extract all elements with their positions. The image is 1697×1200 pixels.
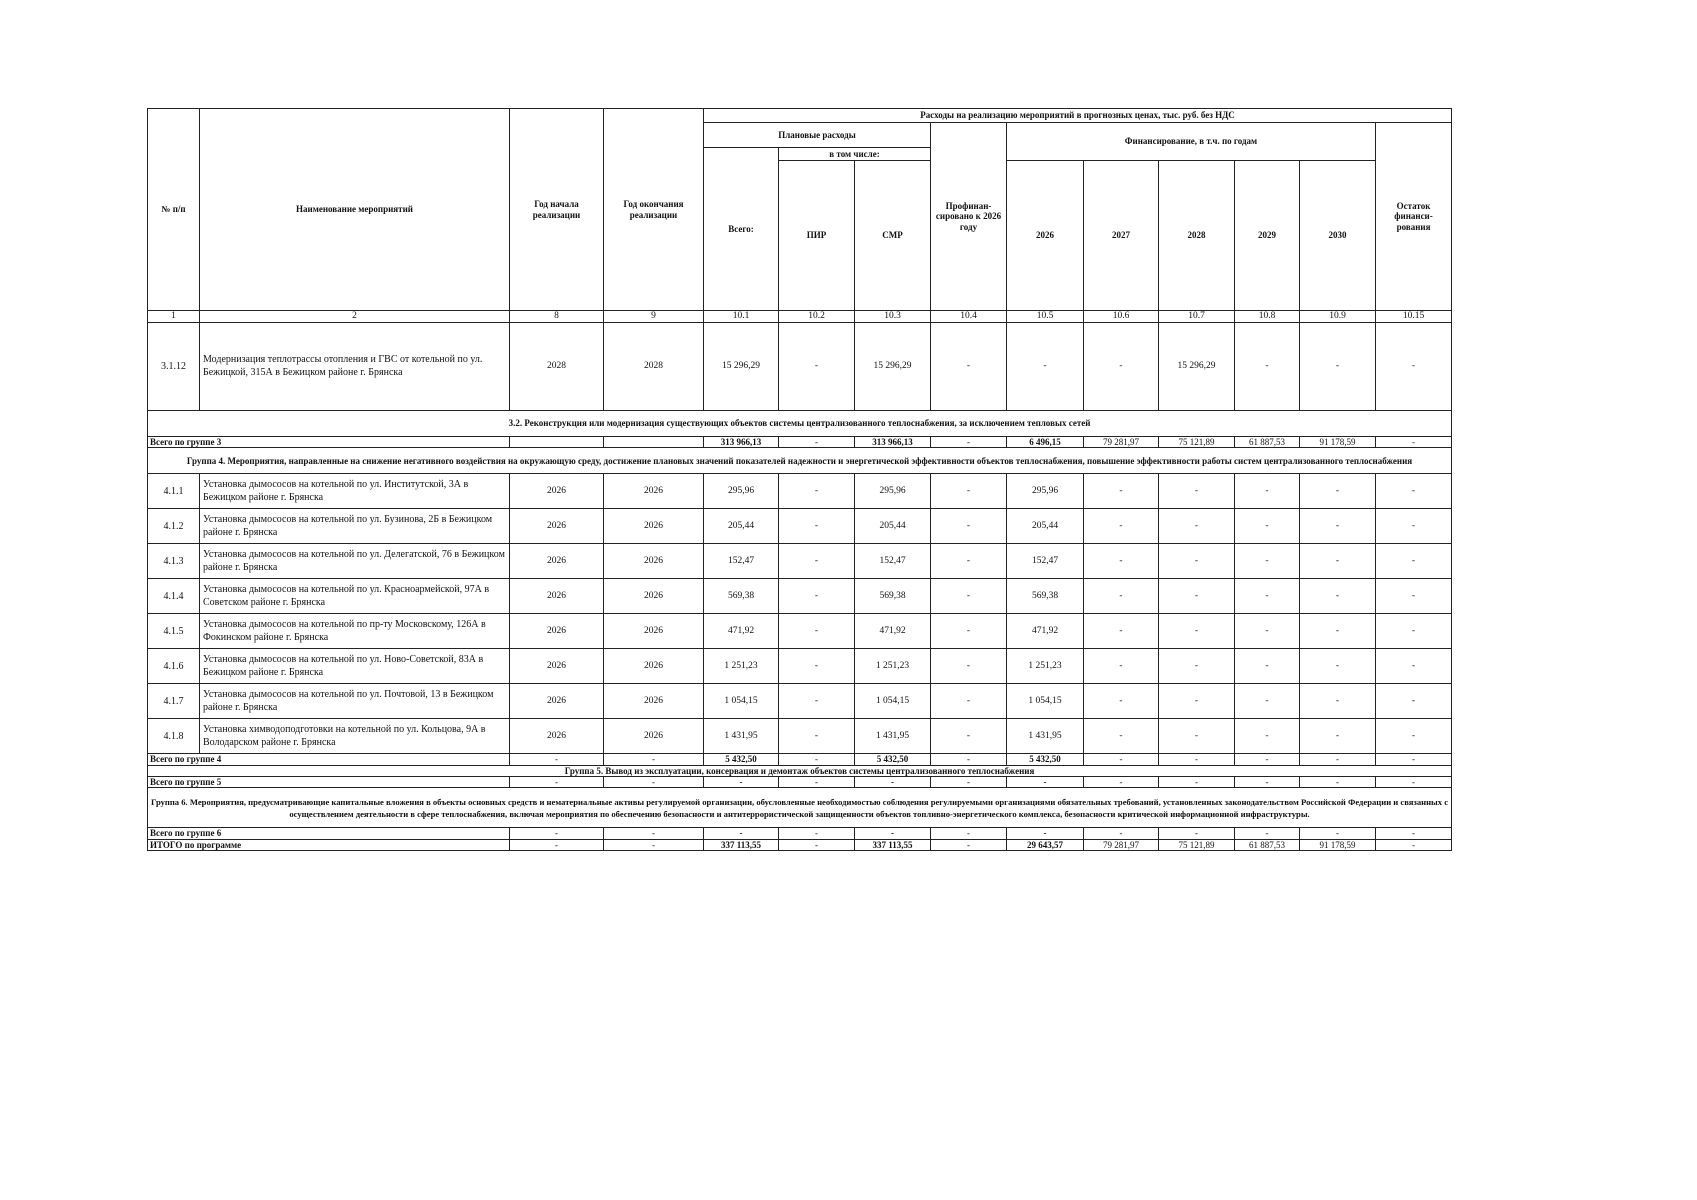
column-index-2026: 10.5	[1007, 311, 1084, 323]
cell-prefinanced: -	[931, 509, 1007, 544]
cell-2030: -	[1300, 579, 1376, 614]
cell-pir: -	[779, 436, 855, 447]
cell-2028: 75 121,89	[1159, 436, 1235, 447]
cell-no: 3.1.12	[148, 322, 200, 410]
cell-remainder: -	[1376, 684, 1452, 719]
cell-no: 4.1.5	[148, 614, 200, 649]
cell-prefinanced: -	[931, 649, 1007, 684]
total-group-3-row	[148, 436, 1452, 447]
cell-prefinanced: -	[931, 544, 1007, 579]
cell-2029: -	[1235, 579, 1300, 614]
cell-smr: 295,96	[855, 474, 931, 509]
cell-remainder: -	[1376, 436, 1452, 447]
cell-2029: 61 887,53	[1235, 436, 1300, 447]
cell-remainder: -	[1376, 754, 1452, 765]
cell-remainder: -	[1376, 839, 1452, 850]
cell-smr: 569,38	[855, 579, 931, 614]
cell-prefinanced: -	[931, 579, 1007, 614]
cell-2026: 1 431,95	[1007, 719, 1084, 754]
cell-2026: -	[1007, 776, 1084, 787]
cell-2026: 1 054,15	[1007, 684, 1084, 719]
table-row	[148, 719, 1452, 754]
table-row	[148, 509, 1452, 544]
cell-total: -	[704, 776, 779, 787]
cell-remainder: -	[1376, 614, 1452, 649]
cell-remainder: -	[1376, 719, 1452, 754]
cell-year-start: 2026	[510, 719, 604, 754]
cell-name: Установка химводоподготовки на котельной по ул. Кольцова, 9А в Володарском районе г. Брянска	[200, 719, 510, 754]
total-group-6-row	[148, 828, 1452, 839]
header-expenses-title: Расходы на реализацию мероприятий в прогнозных ценах, тыс. руб. без НДС	[704, 109, 1452, 123]
cell-2027: -	[1084, 776, 1159, 787]
cell-name: Модернизация теплотрассы отопления и ГВС от котельной по ул. Бежицкой, 315А в Бежицком районе г. Брянска	[200, 322, 510, 410]
investment-program-table	[147, 108, 1452, 851]
total-label: ИТОГО по программе	[148, 839, 510, 850]
cell-2030: -	[1300, 509, 1376, 544]
header-including: в том числе:	[779, 148, 931, 161]
cell-year-start: 2026	[510, 474, 604, 509]
cell-2026: -	[1007, 322, 1084, 410]
cell-2029: -	[1235, 474, 1300, 509]
cell-prefinanced: -	[931, 322, 1007, 410]
cell-year-end: 2026	[604, 509, 704, 544]
cell-pir: -	[779, 839, 855, 850]
cell-name: Установка дымососов на котельной по пр-ту Московскому, 126А в Фокинском районе г. Брянска	[200, 614, 510, 649]
header-financing: Финансирование, в т.ч. по годам	[1007, 123, 1376, 161]
cell-year-start: -	[510, 828, 604, 839]
section-3-2-title: 3.2. Реконструкция или модернизация существующих объектов системы централизованного теплоснабжения, за исключением тепловых сетей	[148, 410, 1452, 436]
cell-year-start	[510, 436, 604, 447]
cell-remainder: -	[1376, 322, 1452, 410]
cell-2030: -	[1300, 776, 1376, 787]
column-index-pir: 10.2	[779, 311, 855, 323]
cell-2026: 5 432,50	[1007, 754, 1084, 765]
cell-2028: -	[1159, 776, 1235, 787]
cell-name: Установка дымососов на котельной по ул. Бузинова, 2Б в Бежицком районе г. Брянска	[200, 509, 510, 544]
cell-remainder: -	[1376, 649, 1452, 684]
cell-smr: 205,44	[855, 509, 931, 544]
cell-2028: 15 296,29	[1159, 322, 1235, 410]
cell-2026: 295,96	[1007, 474, 1084, 509]
cell-2027: -	[1084, 474, 1159, 509]
table-row	[148, 614, 1452, 649]
cell-2027: -	[1084, 322, 1159, 410]
cell-year-start: 2026	[510, 509, 604, 544]
cell-pir: -	[779, 614, 855, 649]
cell-2028: -	[1159, 684, 1235, 719]
header-planned: Плановые расходы	[704, 123, 931, 148]
cell-pir: -	[779, 754, 855, 765]
cell-2027: 79 281,97	[1084, 436, 1159, 447]
group-5-title: Группа 5. Вывод из эксплуатации, консервация и демонтаж объектов системы централизованного теплоснабжения	[148, 765, 1452, 776]
cell-total: 205,44	[704, 509, 779, 544]
header-pir: ПИР	[779, 161, 855, 311]
total-label: Всего по группе 3	[148, 436, 510, 447]
cell-year-end: -	[604, 839, 704, 850]
cell-total: -	[704, 828, 779, 839]
cell-year-start: 2026	[510, 544, 604, 579]
cell-remainder: -	[1376, 828, 1452, 839]
cell-2028: -	[1159, 828, 1235, 839]
cell-total: 5 432,50	[704, 754, 779, 765]
cell-prefinanced: -	[931, 436, 1007, 447]
cell-2027: -	[1084, 509, 1159, 544]
cell-2026: -	[1007, 828, 1084, 839]
cell-2027: -	[1084, 614, 1159, 649]
cell-2026: 1 251,23	[1007, 649, 1084, 684]
cell-total: 313 966,13	[704, 436, 779, 447]
cell-pir: -	[779, 474, 855, 509]
cell-2028: -	[1159, 649, 1235, 684]
cell-2030: -	[1300, 684, 1376, 719]
cell-2030: -	[1300, 474, 1376, 509]
cell-2026: 152,47	[1007, 544, 1084, 579]
cell-2030: -	[1300, 828, 1376, 839]
cell-2028: 75 121,89	[1159, 839, 1235, 850]
cell-no: 4.1.7	[148, 684, 200, 719]
cell-year-start: -	[510, 839, 604, 850]
cell-2029: -	[1235, 614, 1300, 649]
cell-no: 4.1.8	[148, 719, 200, 754]
cell-year-start: -	[510, 754, 604, 765]
cell-2027: -	[1084, 579, 1159, 614]
cell-2028: -	[1159, 719, 1235, 754]
cell-name: Установка дымососов на котельной по ул. Ново-Советской, 83А в Бежицком районе г. Брянска	[200, 649, 510, 684]
header-name: Наименование мероприятий	[200, 109, 510, 311]
cell-name: Установка дымососов на котельной по ул. Делегатской, 76 в Бежицком районе г. Брянска	[200, 544, 510, 579]
cell-no: 4.1.6	[148, 649, 200, 684]
cell-pir: -	[779, 509, 855, 544]
cell-2030: -	[1300, 754, 1376, 765]
cell-2030: 91 178,59	[1300, 839, 1376, 850]
column-index-total: 10.1	[704, 311, 779, 323]
column-index-name: 2	[200, 311, 510, 323]
cell-smr: 5 432,50	[855, 754, 931, 765]
total-group-5-row	[148, 776, 1452, 787]
header-2027: 2027	[1084, 161, 1159, 311]
cell-prefinanced: -	[931, 754, 1007, 765]
cell-year-end: 2026	[604, 474, 704, 509]
cell-pir: -	[779, 719, 855, 754]
cell-2026: 6 496,15	[1007, 436, 1084, 447]
cell-2030: 91 178,59	[1300, 436, 1376, 447]
cell-2026: 205,44	[1007, 509, 1084, 544]
cell-remainder: -	[1376, 509, 1452, 544]
cell-year-end: 2026	[604, 649, 704, 684]
cell-2027: -	[1084, 754, 1159, 765]
total-program-row	[148, 839, 1452, 850]
cell-smr: 152,47	[855, 544, 931, 579]
cell-pir: -	[779, 776, 855, 787]
cell-year-start: 2026	[510, 684, 604, 719]
cell-pir: -	[779, 649, 855, 684]
header-2030: 2030	[1300, 161, 1376, 311]
cell-smr: 337 113,55	[855, 839, 931, 850]
cell-year-end	[604, 436, 704, 447]
cell-year-start: 2026	[510, 649, 604, 684]
cell-2028: -	[1159, 474, 1235, 509]
cell-prefinanced: -	[931, 719, 1007, 754]
cell-remainder: -	[1376, 474, 1452, 509]
header-year-start: Год начала реализации	[510, 109, 604, 311]
cell-prefinanced: -	[931, 776, 1007, 787]
cell-pir: -	[779, 322, 855, 410]
header-total: Всего:	[704, 148, 779, 311]
header-remainder: Остаток финанси-рования	[1376, 123, 1452, 311]
cell-year-end: 2026	[604, 719, 704, 754]
cell-2028: -	[1159, 509, 1235, 544]
cell-smr: -	[855, 828, 931, 839]
cell-2026: 29 643,57	[1007, 839, 1084, 850]
group-4-title: Группа 4. Мероприятия, направленные на снижение негативного воздействия на окружающую среду, достижение плановых значений показателей надежности и энергетической эффективности объектов теплоснабжения, повышение эффективности работы систем централизованного теплоснабжения	[148, 448, 1452, 474]
cell-2027: 79 281,97	[1084, 839, 1159, 850]
cell-2027: -	[1084, 719, 1159, 754]
cell-2029: -	[1235, 684, 1300, 719]
table-row	[148, 649, 1452, 684]
cell-prefinanced: -	[931, 614, 1007, 649]
cell-2029: -	[1235, 719, 1300, 754]
cell-year-end: 2026	[604, 614, 704, 649]
column-index-no: 1	[148, 311, 200, 323]
cell-2029: 61 887,53	[1235, 839, 1300, 850]
column-index-2028: 10.7	[1159, 311, 1235, 323]
cell-total: 569,38	[704, 579, 779, 614]
cell-smr: 15 296,29	[855, 322, 931, 410]
header-2029: 2029	[1235, 161, 1300, 311]
table-row	[148, 544, 1452, 579]
cell-2029: -	[1235, 544, 1300, 579]
cell-total: 1 251,23	[704, 649, 779, 684]
cell-smr: 471,92	[855, 614, 931, 649]
group-6-title: Группа 6. Мероприятия, предусматривающие капитальные вложения в объекты основных средств и нематериальные активы регулируемой организации, обусловленные необходимостью соблюдения регулируемыми организациями обязательных требований, установленных законодательством Российской Федерации и связанных с осуществлением деятельности в сфере теплоснабжения, включая мероприятия по обеспечению безопасности и антитеррористической защищенности объектов топливно-энергетического комплекса, безопасности критической информационной инфраструктуры.	[148, 788, 1452, 828]
cell-2026: 471,92	[1007, 614, 1084, 649]
cell-2027: -	[1084, 544, 1159, 579]
column-index-year-start: 8	[510, 311, 604, 323]
cell-year-end: 2028	[604, 322, 704, 410]
cell-smr: 1 251,23	[855, 649, 931, 684]
cell-2027: -	[1084, 828, 1159, 839]
cell-2028: -	[1159, 614, 1235, 649]
cell-2028: -	[1159, 579, 1235, 614]
cell-2030: -	[1300, 719, 1376, 754]
cell-year-end: -	[604, 828, 704, 839]
cell-pir: -	[779, 684, 855, 719]
cell-2029: -	[1235, 828, 1300, 839]
table-row	[148, 579, 1452, 614]
total-label: Всего по группе 4	[148, 754, 510, 765]
cell-2030: -	[1300, 322, 1376, 410]
cell-smr: 1 054,15	[855, 684, 931, 719]
header-smr: СМР	[855, 161, 931, 311]
total-label: Всего по группе 5	[148, 776, 510, 787]
cell-year-start: 2026	[510, 579, 604, 614]
cell-total: 1 054,15	[704, 684, 779, 719]
cell-name: Установка дымососов на котельной по ул. Красноармейской, 97А в Советском районе г. Брянска	[200, 579, 510, 614]
table-row	[148, 322, 1452, 410]
cell-2028: -	[1159, 544, 1235, 579]
cell-2029: -	[1235, 649, 1300, 684]
cell-year-end: -	[604, 776, 704, 787]
cell-total: 471,92	[704, 614, 779, 649]
total-label: Всего по группе 6	[148, 828, 510, 839]
cell-total: 15 296,29	[704, 322, 779, 410]
column-index-row	[148, 311, 1452, 323]
cell-name: Установка дымососов на котельной по ул. Институтской, 3А в Бежицком районе г. Брянска	[200, 474, 510, 509]
cell-total: 295,96	[704, 474, 779, 509]
cell-smr: 313 966,13	[855, 436, 931, 447]
column-index-year-end: 9	[604, 311, 704, 323]
cell-smr: -	[855, 776, 931, 787]
cell-2030: -	[1300, 614, 1376, 649]
cell-2026: 569,38	[1007, 579, 1084, 614]
cell-pir: -	[779, 828, 855, 839]
cell-2027: -	[1084, 649, 1159, 684]
cell-remainder: -	[1376, 544, 1452, 579]
table-row	[148, 684, 1452, 719]
cell-smr: 1 431,95	[855, 719, 931, 754]
table-row	[148, 474, 1452, 509]
cell-2029: -	[1235, 509, 1300, 544]
cell-pir: -	[779, 579, 855, 614]
cell-no: 4.1.3	[148, 544, 200, 579]
cell-no: 4.1.2	[148, 509, 200, 544]
header-no: № п/п	[148, 109, 200, 311]
cell-no: 4.1.4	[148, 579, 200, 614]
cell-year-start: 2026	[510, 614, 604, 649]
header-2026: 2026	[1007, 161, 1084, 311]
column-index-smr: 10.3	[855, 311, 931, 323]
header-2028: 2028	[1159, 161, 1235, 311]
cell-prefinanced: -	[931, 684, 1007, 719]
cell-no: 4.1.1	[148, 474, 200, 509]
cell-2030: -	[1300, 649, 1376, 684]
cell-prefinanced: -	[931, 839, 1007, 850]
cell-2029: -	[1235, 322, 1300, 410]
group-4-rows	[148, 474, 1452, 754]
cell-total: 337 113,55	[704, 839, 779, 850]
column-index-2027: 10.6	[1084, 311, 1159, 323]
column-index-prefinanced: 10.4	[931, 311, 1007, 323]
cell-pir: -	[779, 544, 855, 579]
cell-year-end: 2026	[604, 579, 704, 614]
cell-2028: -	[1159, 754, 1235, 765]
header-year-end: Год окончания реализации	[604, 109, 704, 311]
cell-prefinanced: -	[931, 828, 1007, 839]
cell-year-end: 2026	[604, 684, 704, 719]
cell-2030: -	[1300, 544, 1376, 579]
cell-year-end: -	[604, 754, 704, 765]
cell-total: 1 431,95	[704, 719, 779, 754]
cell-prefinanced: -	[931, 474, 1007, 509]
column-index-remainder: 10.15	[1376, 311, 1452, 323]
cell-year-start: 2028	[510, 322, 604, 410]
cell-2029: -	[1235, 754, 1300, 765]
header-prefinanced: Профинан-сировано к 2026 году	[931, 123, 1007, 311]
cell-2027: -	[1084, 684, 1159, 719]
cell-name: Установка дымососов на котельной по ул. Почтовой, 13 в Бежицком районе г. Брянска	[200, 684, 510, 719]
cell-year-end: 2026	[604, 544, 704, 579]
column-index-2030: 10.9	[1300, 311, 1376, 323]
cell-total: 152,47	[704, 544, 779, 579]
column-index-2029: 10.8	[1235, 311, 1300, 323]
cell-remainder: -	[1376, 776, 1452, 787]
cell-remainder: -	[1376, 579, 1452, 614]
total-group-4-row	[148, 754, 1452, 765]
cell-2029: -	[1235, 776, 1300, 787]
cell-year-start: -	[510, 776, 604, 787]
